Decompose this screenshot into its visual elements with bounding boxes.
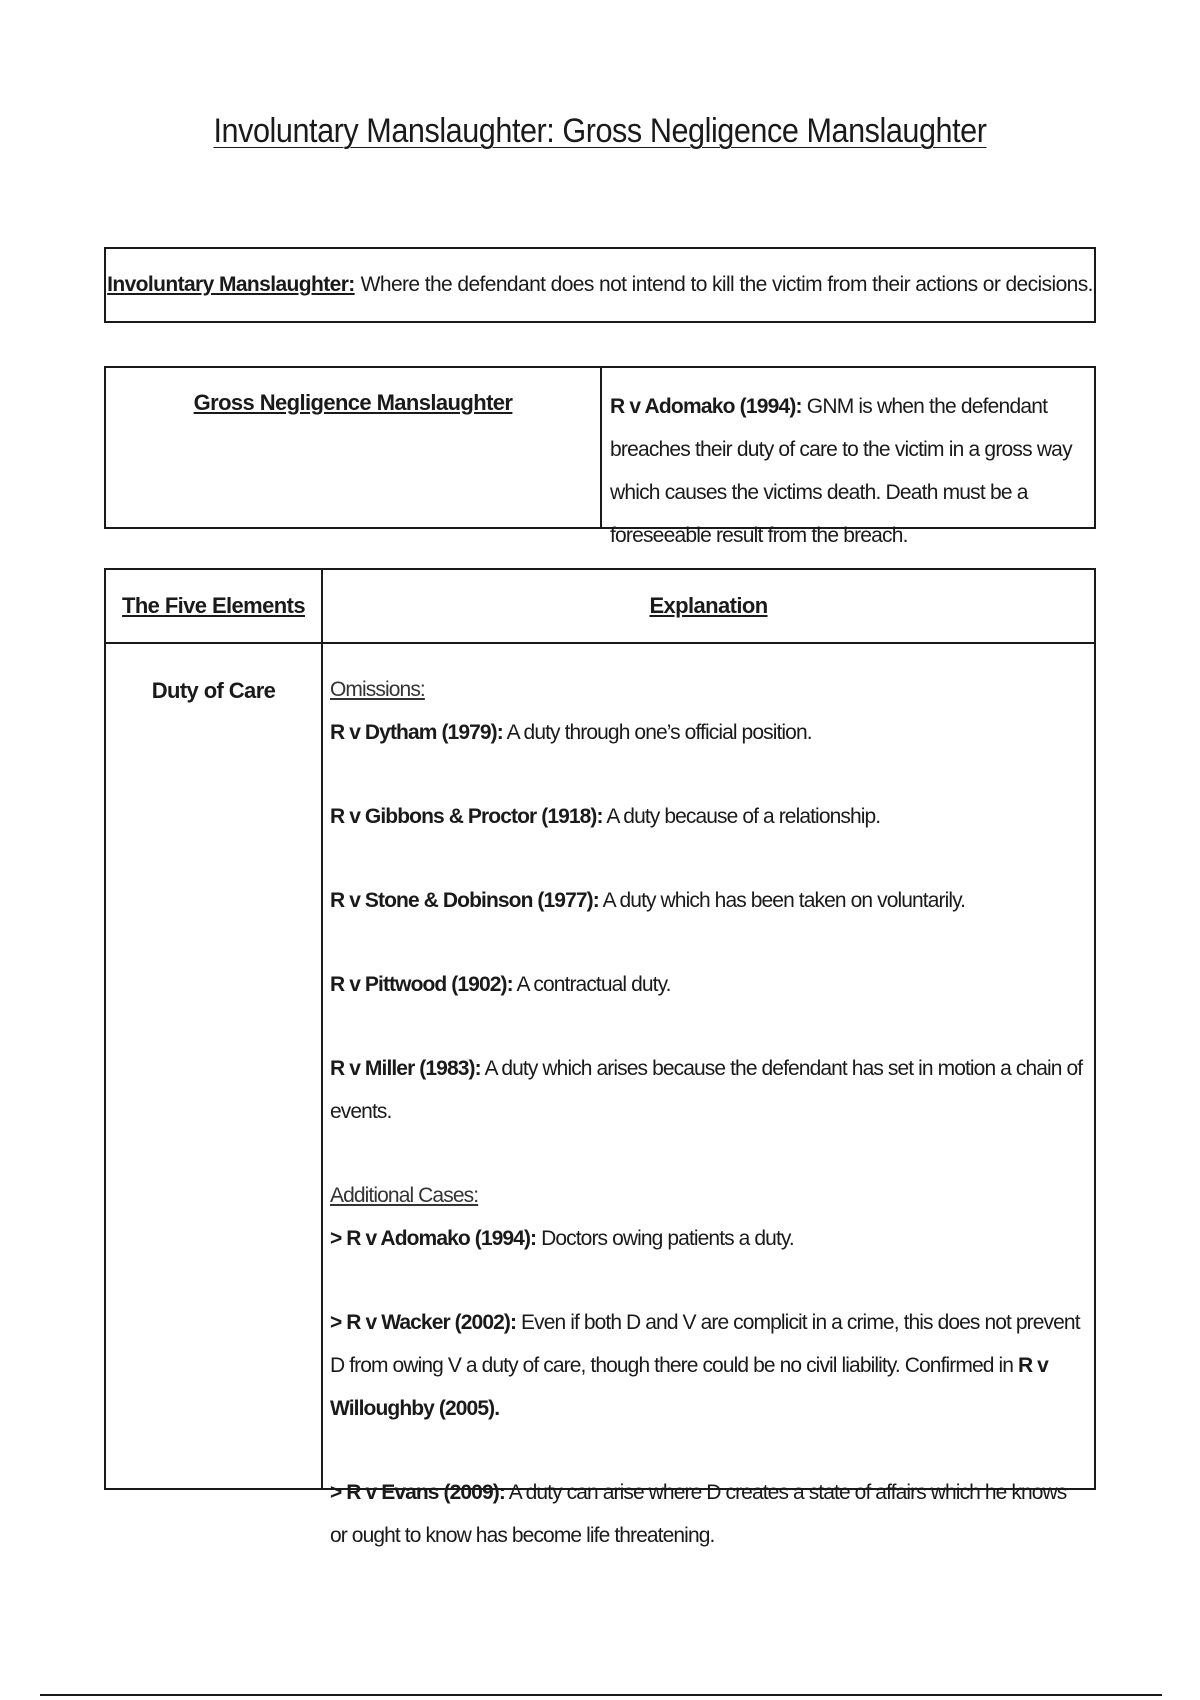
footer-divider: [40, 1694, 1162, 1696]
list-item: R v Miller (1983): A duty which arises because the defendant has set in motion a chain of events.: [330, 1057, 1083, 1123]
list-item: R v Gibbons & Proctor (1918): A duty because of a relationship.: [330, 805, 881, 828]
page-title: Involuntary Manslaughter: Gross Negligence Manslaughter: [213, 112, 987, 150]
gnm-heading: Gross Negligence Manslaughter: [106, 368, 602, 527]
definition-label: Involuntary Manslaughter:: [107, 273, 355, 296]
gnm-table: [104, 366, 1096, 547]
list-item: R v Pittwood (1902): A contractual duty.: [330, 973, 671, 996]
header-explanation: Explanation: [649, 593, 768, 618]
header-elements: The Five Elements: [106, 570, 323, 642]
element-name: Duty of Care: [106, 644, 323, 1488]
list-item: > R v Adomako (1994): Doctors owing patients a duty.: [330, 1227, 794, 1250]
omissions-heading: Omissions:: [330, 678, 425, 701]
list-item: R v Dytham (1979): A duty through one’s official position.: [330, 721, 812, 744]
definition-text: Where the defendant does not intend to kill the victim from their actions or decisions.: [360, 273, 1093, 296]
elements-table: [104, 568, 1096, 1547]
gnm-text: GNM is when the defendant breaches their duty of care to the victim in a gross way which causes the victims death. Death must be a foreseeable result from the breach.: [610, 395, 1072, 547]
definition-box: [104, 247, 1096, 323]
gnm-case: R v Adomako (1994):: [610, 395, 802, 418]
gnm-definition: [602, 368, 1094, 547]
elements-table-header: [106, 570, 1094, 644]
list-item: > R v Evans (2009): A duty can arise where D creates a state of affairs which he knows or ought to know has become life threatening.: [330, 1481, 1067, 1547]
list-item: > R v Wacker (2002): Even if both D and V are complicit in a crime, this does not prevent D from owing V a duty of care, though there could be no civil liability. Confirmed in R v Willoughby (2005).: [330, 1311, 1080, 1420]
element-explanation: [323, 644, 1094, 1547]
table-row: [106, 644, 1094, 1547]
additional-heading: Additional Cases:: [330, 1184, 479, 1207]
list-item: R v Stone & Dobinson (1977): A duty which has been taken on voluntarily.: [330, 889, 966, 912]
